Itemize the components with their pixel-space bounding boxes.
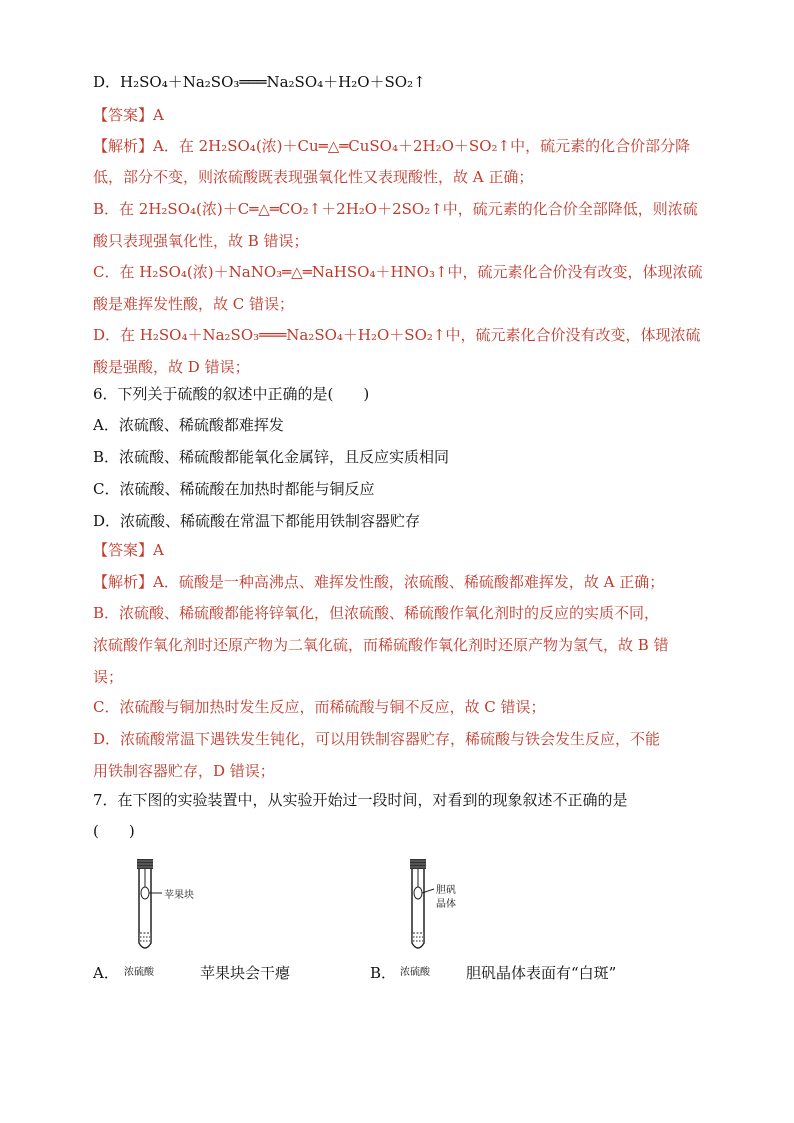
text-line: D．H₂SO₄＋Na₂SO₃═══Na₂SO₄＋H₂O＋SO₂↑ [93,73,426,91]
text-line: 【答案】A [93,541,164,559]
text-line: 低，部分不变，则浓硫酸既表现强氧化性又表现酸性，故 A 正确； [93,168,534,186]
text-line: D．浓硫酸、稀硫酸在常温下都能用铁制容器贮存 [93,512,421,530]
acid-label-a: 浓硫酸 [124,967,154,978]
text-line: C．在 H₂SO₄(浓)＋NaNO₃═△═NaHSO₄＋HNO₃↑中，硫元素化合价没有改变，体现浓硫 [93,263,703,281]
text-line: A．浓硫酸、稀硫酸都难挥发 [93,416,284,434]
text-line: 浓硫酸作氧化剂时还原产物为二氧化硫，而稀硫酸作氧化剂时还原产物为氢气，故 B 错 [93,636,669,654]
option-b-label: B． [370,964,397,982]
text-line: 7．在下图的实验装置中，从实验开始过一段时间，对看到的现象叙述不正确的是 [93,791,628,809]
text-line: 【解析】A．在 2H₂SO₄(浓)＋Cu═△═CuSO₄＋2H₂O＋SO₂↑中，硫元素的化合价部分降 [93,137,691,155]
text-line: 酸是难挥发性酸，故 C 错误； [93,295,295,313]
text-line: 酸只表现强氧化性，故 B 错误； [93,232,309,250]
tube-label-crystal-2: 晶体 [436,899,456,910]
text-line: ( ) [93,822,135,840]
caption-a: 苹果块会干瘪 [200,964,291,982]
text-line: B．在 2H₂SO₄(浓)＋C═△═CO₂↑＋2H₂O＋2SO₂↑中，硫元素的化合价全部降低，则浓硫 [93,200,698,218]
text-line: D．浓硫酸常温下遇铁发生钝化，可以用铁制容器贮存，稀硫酸与铁会发生反应，不能 [93,730,661,748]
text-line: D．在 H₂SO₄＋Na₂SO₃═══Na₂SO₄＋H₂O＋SO₂↑中，硫元素化合价没有改变，体现浓硫 [93,326,701,344]
text-line: 误； [93,668,124,686]
text-line: C．浓硫酸、稀硫酸在加热时都能与铜反应 [93,480,375,498]
test-tube-diagram-b [396,855,486,965]
tube-label-apple: 苹果块 [164,890,194,901]
acid-label-b: 浓硫酸 [400,967,430,978]
caption-b: 胆矾晶体表面有“白斑” [466,964,617,982]
text-line: 酸是强酸，故 D 错误； [93,358,250,376]
text-line: 6．下列关于硫酸的叙述中正确的是( ) [93,385,370,403]
text-line: B．浓硫酸、稀硫酸都能将锌氧化，但浓硫酸、稀硫酸作氧化剂时的反应的实质不同， [93,604,660,622]
test-tube-diagram-a [118,855,208,965]
text-line: 用铁制容器贮存，D 错误； [93,762,275,780]
tube-label-crystal-1: 胆矾 [436,885,456,896]
option-a-label: A． [93,964,119,982]
text-line: C．浓硫酸与铜加热时发生反应，而稀硫酸与铜不反应，故 C 错误； [93,698,546,716]
text-line: 【答案】A [93,106,164,124]
text-line: 【解析】A．硫酸是一种高沸点、难挥发性酸，浓硫酸、稀硫酸都难挥发，故 A 正确； [93,573,665,591]
test-tube-figure-b [396,855,486,965]
text-line: B．浓硫酸、稀硫酸都能氧化金属锌，且反应实质相同 [93,448,450,466]
test-tube-figure-a [118,855,208,965]
